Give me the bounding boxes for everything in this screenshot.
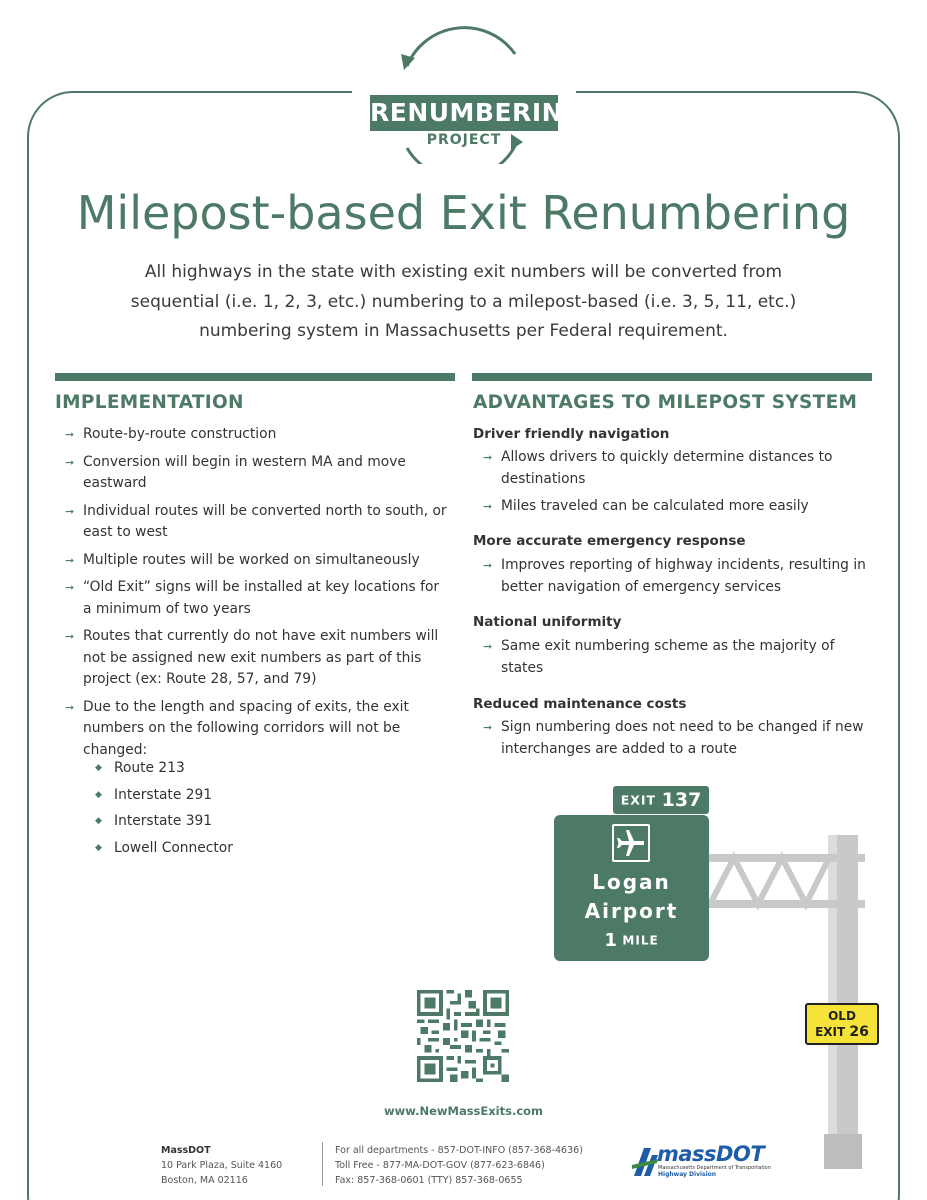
arrow-icon: ➞ [65,581,75,594]
exit-number-tab [613,786,709,814]
list-item: ➞ Miles traveled can be calculated more easily [475,496,875,518]
exit-tab-word: EXIT [620,792,657,808]
list-item: ➞ “Old Exit” signs will be installed at key locations for a minimum of two years [65,579,440,617]
old-exit-sign [805,1003,879,1045]
advantage-section-title: More accurate emergency response [473,533,746,549]
intro-line: sequential (i.e. 1, 2, 3, etc.) numbering to a milepost-based (i.e. 3, 5, 11, etc.) [130,291,797,312]
arrow-icon: ➞ [65,630,75,643]
page-title: Milepost-based Exit Renumbering [76,186,851,240]
old-exit-label: OLD [828,1009,856,1023]
list-item: ➞ Sign numbering does not need to be changed if new interchanges are added to a route [483,719,864,757]
website-link[interactable]: www.NewMassExits.com [383,1104,544,1118]
exit-renumbering-logo [367,24,585,164]
old-exit-number-line: EXIT 26 [815,1024,869,1040]
arrow-icon: ➞ [65,700,75,714]
footer-contact-line: Fax: 857-368-0601 (TTY) 857-368-0655 [335,1175,523,1186]
advantage-section-title: National uniformity [473,614,622,630]
logo-exit-text: EXIT [444,78,484,94]
footer-address-line: 10 Park Plaza, Suite 4160 [161,1160,283,1171]
implementation-list [57,424,457,767]
footer-contact-line: Toll Free - 877-MA-DOT-GOV (877-623-6846) [335,1160,545,1171]
arrow-icon: ➞ [65,553,75,567]
sign-destination-line1: Logan [592,870,671,894]
footer-address-line: Boston, MA 02116 [161,1175,248,1186]
footer-contacts [335,1143,583,1188]
arrow-icon: ➞ [65,504,75,518]
advantages-rule [472,373,872,381]
logo-renumbering-text: RENUMBERING [370,95,558,131]
sign-distance-number: 1 [604,930,617,951]
corridor-list [81,758,381,864]
corridor-item: ◆ Lowell Connector [81,838,381,859]
corridor-item: ◆ Interstate 391 [81,811,381,832]
list-item: ➞ Route-by-route construction [57,424,457,446]
massdot-division: Highway Division [658,1171,717,1178]
massdot-subtitle: Massachusetts Department of Transportation [658,1165,771,1171]
diamond-bullet-icon: ◆ [95,789,102,800]
list-item: ➞ Same exit numbering scheme as the majority of states [483,638,835,676]
advantage-list [475,447,875,524]
diamond-bullet-icon: ◆ [95,842,102,853]
footer-divider [322,1142,323,1186]
massdot-logo [630,1142,780,1181]
implementation-heading: IMPLEMENTATION [55,392,244,413]
arrow-icon: ➞ [65,428,75,441]
sign-distance-unit: MILE [622,933,659,948]
arrow-icon: ➞ [483,500,493,513]
corridor-item: ◆ Route 213 [81,758,381,779]
sign-destination-line2: Airport [584,899,679,923]
footer-contact-line: For all departments - 857-DOT-INFO (857-368-4636) [335,1145,583,1156]
diamond-bullet-icon: ◆ [95,763,102,773]
list-item: ➞ Routes that currently do not have exit numbers will not be assigned new exit numbers as part of this project (ex: Route 28, 57, and 79) [65,628,439,687]
advantage-section-title: Driver friendly navigation [473,426,670,442]
arrow-icon: ➞ [483,559,493,572]
sign-distance [554,930,709,951]
list-item: ➞ Due to the length and spacing of exits, the exit numbers on the following corridors will not be changed: [65,698,409,758]
logo-project-text: PROJECT [426,132,502,148]
exit-tab-number: 137 [661,789,702,811]
intro-line: numbering system in Massachusetts per Federal requirement. [199,321,728,341]
airplane-icon [612,824,650,862]
arrow-icon: ➞ [483,640,493,653]
implementation-rule [55,373,455,381]
arrow-icon: ➞ [483,451,493,464]
qr-code[interactable] [417,990,509,1082]
advantage-list [475,717,875,766]
footer-org: MassDOT [161,1145,211,1156]
diamond-bullet-icon: ◆ [95,816,102,826]
arrow-icon: ➞ [65,455,75,469]
advantage-section-title: Reduced maintenance costs [473,696,687,712]
list-item: ➞ Individual routes will be converted north to south, or east to west [65,502,447,540]
intro-line: All highways in the state with existing exit numbers will be converted from [144,262,783,282]
massdot-road-icon [630,1145,660,1179]
corridor-item: ◆ Interstate 291 [81,785,381,806]
massdot-wordmark: massDOT [657,1142,765,1166]
advantage-list [475,555,875,604]
list-item: ➞ Multiple routes will be worked on simultaneously [57,550,457,572]
advantage-list [475,636,875,685]
arrow-icon: ➞ [483,721,493,734]
list-item: ➞ Allows drivers to quickly determine distances to destinations [483,449,833,487]
highway-sign [554,815,709,961]
list-item: ➞ Conversion will begin in western MA and move eastward [65,453,406,491]
footer-address [161,1143,282,1188]
advantages-heading: ADVANTAGES TO MILEPOST SYSTEM [473,392,858,413]
intro-paragraph [110,258,817,347]
list-item: ➞ Improves reporting of highway incidents, resulting in better navigation of emergency services [483,557,866,595]
